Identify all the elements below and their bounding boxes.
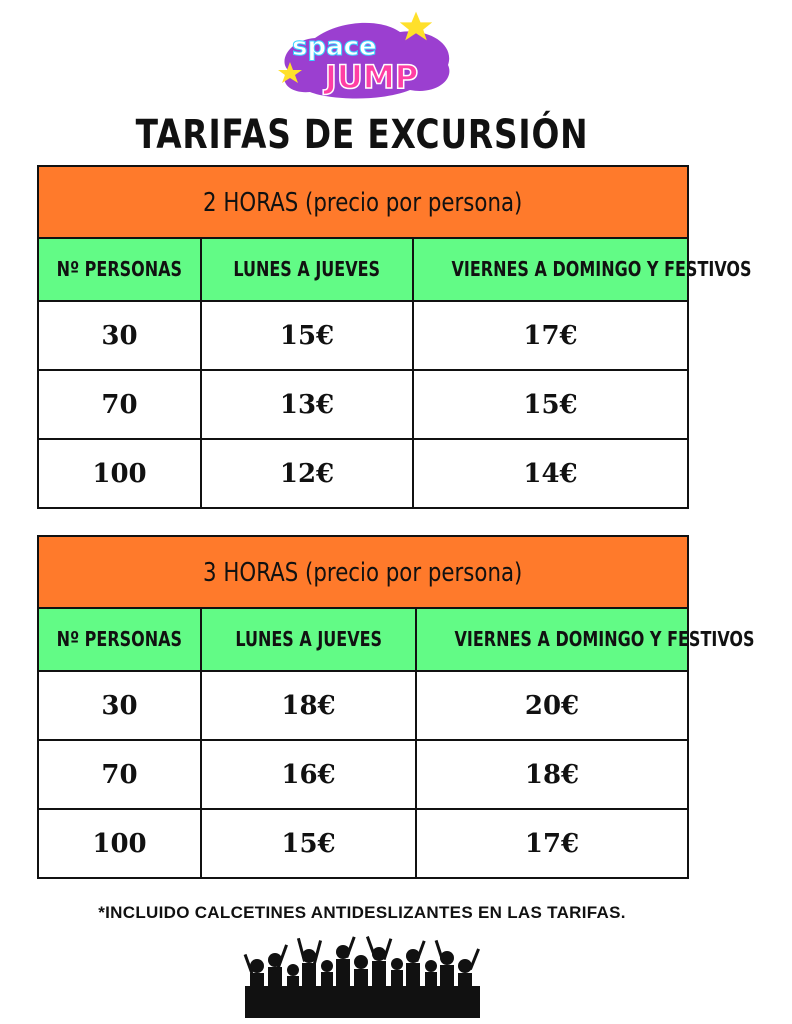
column-header (38, 238, 201, 301)
rates-table-2h (37, 165, 752, 509)
table-header (38, 166, 688, 238)
column-header-text: VIERNES A DOMINGO Y FESTIVOS (451, 257, 752, 281)
weekday-price-cell: 16€ (201, 740, 416, 809)
persons-cell: 70 (38, 740, 201, 809)
table-row (38, 809, 688, 878)
logo-text-jump: JUMP (325, 58, 419, 96)
weekend-price-cell: 15€ (413, 370, 688, 439)
persons-cell: 100 (38, 809, 201, 878)
table-header-text: 3 HORAS (precio por persona) (203, 557, 523, 588)
weekend-price-cell: 17€ (416, 809, 688, 878)
table-row (38, 671, 688, 740)
logo-text-space: space (292, 32, 377, 62)
weekend-price-cell: 17€ (413, 301, 688, 370)
table-header-text: 2 HORAS (precio por persona) (203, 187, 523, 218)
column-header (38, 608, 201, 671)
column-header-text: VIERNES A DOMINGO Y FESTIVOS (454, 627, 755, 651)
column-header (201, 608, 416, 671)
rates-table-3h (37, 535, 755, 879)
crowd-silhouette-icon (245, 936, 480, 1018)
persons-cell: 70 (38, 370, 201, 439)
persons-cell: 100 (38, 439, 201, 508)
table-row (38, 370, 688, 439)
weekday-price-cell: 12€ (201, 439, 413, 508)
column-header-text: Nº PERSONAS (56, 627, 183, 651)
persons-cell: 30 (38, 301, 201, 370)
weekday-price-cell: 18€ (201, 671, 416, 740)
column-header-text: Nº PERSONAS (56, 257, 183, 281)
weekday-price-cell: 15€ (201, 809, 416, 878)
column-header (416, 608, 755, 671)
column-header-text: LUNES A JUEVES (233, 257, 381, 281)
table-row (38, 301, 688, 370)
persons-cell: 30 (38, 671, 201, 740)
weekday-price-cell: 15€ (201, 301, 413, 370)
weekday-price-cell: 13€ (201, 370, 413, 439)
weekend-price-cell: 20€ (416, 671, 688, 740)
column-header (413, 238, 752, 301)
table-row (38, 740, 688, 809)
column-header-text: LUNES A JUEVES (235, 627, 382, 651)
weekend-price-cell: 14€ (413, 439, 688, 508)
footnote: *INCLUIDO CALCETINES ANTIDESLIZANTES EN LAS TARIFAS. (98, 903, 626, 922)
weekend-price-cell: 18€ (416, 740, 688, 809)
table-row (38, 439, 688, 508)
space-jump-logo (270, 10, 460, 102)
table-header (38, 536, 688, 608)
page-title: TARIFAS DE EXCURSIÓN (135, 112, 589, 158)
column-header (201, 238, 413, 301)
